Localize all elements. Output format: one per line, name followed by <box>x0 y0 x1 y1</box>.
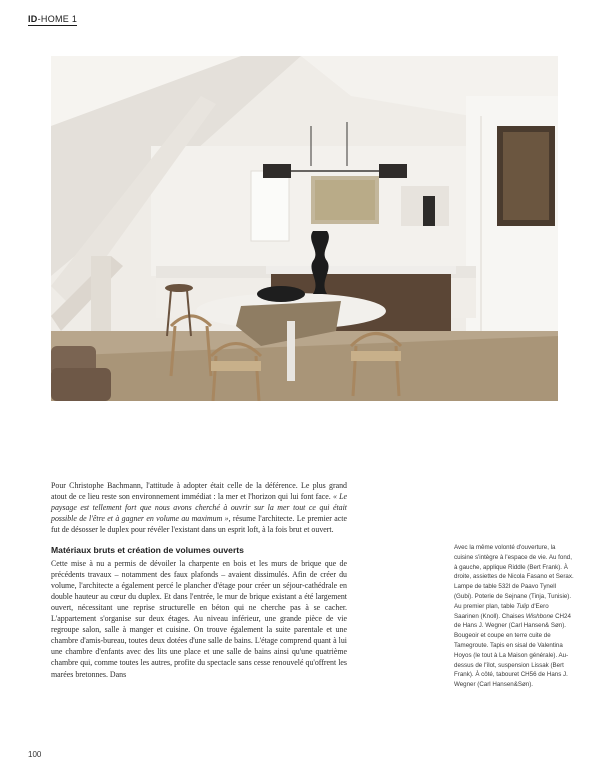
caption-part-2: d'Eero Saarinen (Knoll). Chaises <box>454 602 549 620</box>
caption-part-1: Avec la même volonté d'ouverture, la cuisine s'intègre à l'espace de vie. Au fond, à gauche, applique Riddle (Bert Frank). À droite, assiettes de Nicola Fasano et Serax. Lampe de table 532I de Paavo Tynell (Gubi). Poterie de Sejnane (Tinja, Tunisie). Au premier plan, table <box>454 544 574 610</box>
article-body <box>51 480 347 680</box>
header-brand-rest: -HOME 1 <box>37 14 78 24</box>
intro-text-1: Pour Christophe Bachmann, l'attitude à adopter était celle de la déférence. Le plus grand atout de ce lieu reste son environnement immédiat : la mer et l'horizon qui lui font face. <box>51 481 347 502</box>
attic-kitchen-illustration <box>51 56 558 401</box>
section-paragraph: Cette mise à nu a permis de dévoiler la charpente en bois et les murs de brique que de précédents travaux – notamment des faux plafonds – avaient dissimulés. Afin de créer du volume, l'architecte a également percé le plancher d'étage pour créer un séjour-cathédrale en double hauteur au cœur du duplex. Et dans l'entrée, le mur de brique existant a été largement ouvert, nécessitant une reprise structurelle en béton qui ne cherche pas à se cacher. L'appartement s'organise sur deux étages. Au niveau inférieur, une grande pièce de vie regroupe salon, salle à manger et cuisine. On trouve également la suite parentale et une chambre d'amis-bureau, toutes deux dotées d'une salle de bains. L'étage comprend quant à lui une chambre d'enfants avec des lits une place et une salle de bains ainsi qu'une quatrième chambre qui, comme toutes les autres, profite du spectacle sans cesse renouvelé qu'offrent les marées bretonnes. Dans <box>51 558 347 679</box>
caption-italic-tulip: Tulip <box>516 602 530 610</box>
section-subheading: Matériaux bruts et création de volumes ouverts <box>51 545 244 556</box>
photo-caption <box>454 543 574 690</box>
interior-photo <box>51 56 558 401</box>
magazine-section-header <box>28 14 77 26</box>
caption-italic-wishbone: Wishbone <box>525 612 554 620</box>
caption-part-3: CH24 de Hans J. Wegner (Carl Hansen& Søn). Bougeoir et coupe en terre cuite de Tamegroute. Tapis en sisal de Valentina Hoyos (le tout à La Maison générale). Au-dessus de l'îlot, suspension Lissak (Bert Frank). À côté, tabouret CH56 de Hans J. Wegner (Carl Hansen&Søn). <box>454 612 571 689</box>
article-intro-paragraph <box>51 480 347 535</box>
header-brand-bold: ID <box>28 14 38 24</box>
page-number: 100 <box>28 750 42 759</box>
intro-text-2: , résume l'architecte. Le premier acte fut de désosser le duplex pour révéler l'existant dans un esprit loft, à la fois brut et ouvert. <box>51 514 347 535</box>
architect-quote: « Le paysage est tellement fort que nous avons cherché à ouvrir sur la mer tout ce qui était possible de l'être et à gagner en volume au maximum » <box>51 492 347 524</box>
